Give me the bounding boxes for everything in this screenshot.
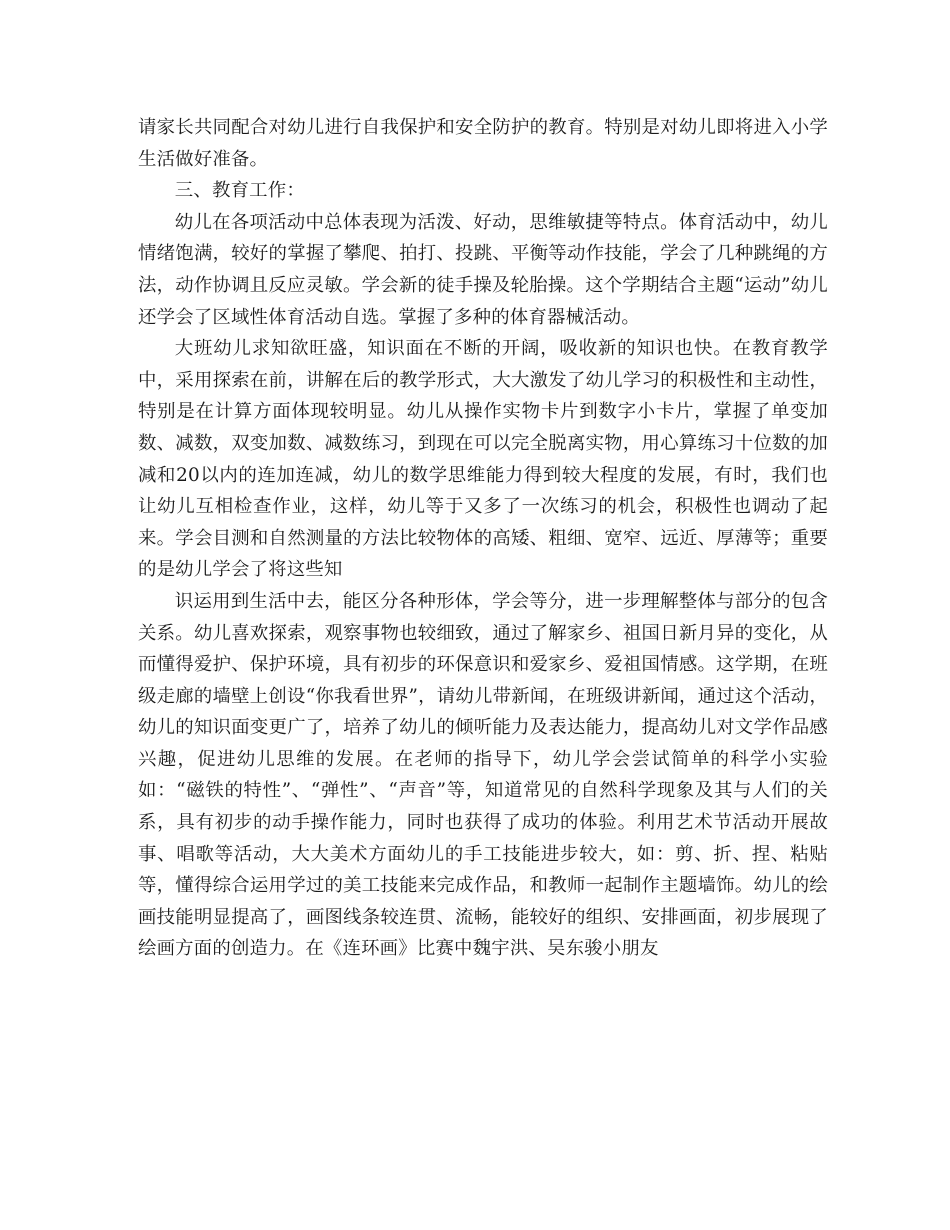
paragraph-continuation: 请家长共同配合对幼儿进行自我保护和安全防护的教育。特别是对幼儿即将进入小学生活做好准备。: [138, 117, 828, 170]
section-heading-education-work: 三、教育工作：: [174, 180, 305, 202]
document-body: [138, 112, 828, 965]
paragraph-math-learning: 大班幼儿求知欲旺盛，知识面在不断的开阔，吸收新的知识也快。在教育教学中，采用探索在前，讲解在后的教学形式，大大激发了幼儿学习的积极性和主动性，特别是在计算方面体现较明显。幼儿从操作实物卡片到数字小卡片，掌握了单变加数、减数，双变加数、减数练习，到现在可以完全脱离实物，用心算练习十位数的加减和20以内的连加连减，幼儿的数学思维能力得到较大程度的发展，有时，我们也让幼儿互相检查作业，这样，幼儿等于又多了一次练习的机会，积极性也调动了起来。学会目测和自然测量的方法比较物体的高矮、粗细、宽窄、远近、厚薄等；重要的是幼儿学会了将这些知: [138, 338, 828, 581]
paragraph-physical-activities: 幼儿在各项活动中总体表现为活泼、好动，思维敏捷等特点。体育活动中，幼儿情绪饱满，较好的掌握了攀爬、拍打、投跳、平衡等动作技能，学会了几种跳绳的方法，动作协调且反应灵敏。学会新的徒手操及轮胎操。这个学期结合主题“运动”幼儿还学会了区域性体育活动自选。掌握了多种的体育器械活动。: [138, 211, 828, 328]
paragraph-knowledge-application: 识运用到生活中去，能区分各种形体，学会等分，进一步理解整体与部分的包含关系。幼儿喜欢探索，观察事物也较细致，通过了解家乡、祖国日新月异的变化，从而懂得爱护、保护环境，具有初步的环保意识和爱家乡、爱祖国情感。这学期，在班级走廊的墙壁上创设“你我看世界”，请幼儿带新闻，在班级讲新闻，通过这个活动，幼儿的知识面变更广了，培养了幼儿的倾听能力及表达能力，提高幼儿对文学作品感兴趣，促进幼儿思维的发展。在老师的指导下，幼儿学会尝试简单的科学小实验如：“磁铁的特性”、“弹性”、“声音”等，知道常见的自然科学现象及其与人们的关系，具有初步的动手操作能力，同时也获得了成功的体验。利用艺术节活动开展故事、唱歌等活动，大大美术方面幼儿的手工技能进步较大，如：剪、折、捏、粘贴等，懂得综合运用学过的美工技能来完成作品，和教师一起制作主题墙饰。幼儿的绘画技能明显提高了，画图线条较连贯、流畅，能较好的组织、安排画面，初步展现了绘画方面的创造力。在《连环画》比赛中魏宇洪、吴东骏小朋友: [138, 590, 828, 960]
